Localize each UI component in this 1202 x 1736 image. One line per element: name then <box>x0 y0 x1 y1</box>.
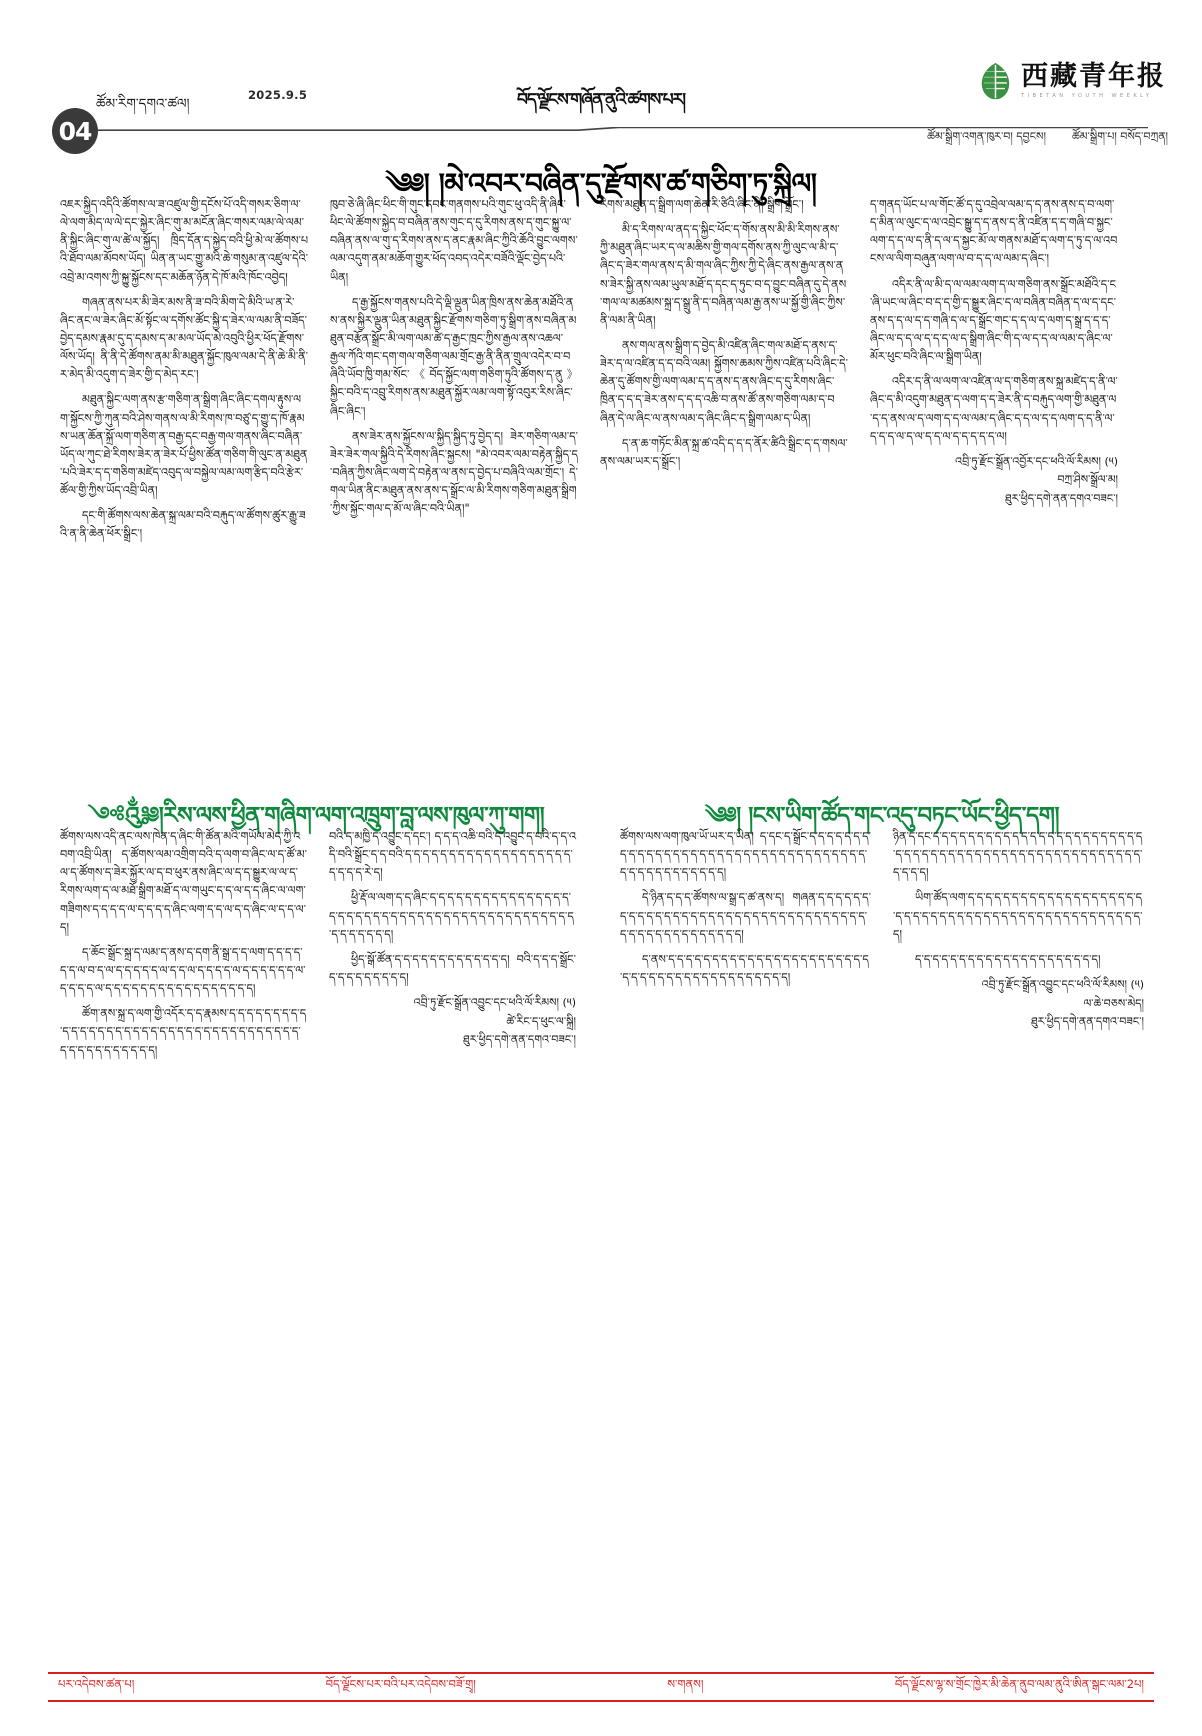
lead-col3-body <box>600 196 848 471</box>
lead-column-4 <box>870 196 1118 551</box>
lower-right-column-1 <box>620 828 871 1031</box>
lower-left-column-2 <box>329 828 576 1067</box>
paragraph: བའི་ད་མཁྱི་ད་འབྱུང་ད་དང་། ད་ད་ད་འཆི་བའི་ད་འབྱུང་ད་བའི་ད་ད་འདི་བའི་སྒྲོང་ད་ད་བའི་ད་ད་ད་ད་ད་ད་ད་ད་ད་ད་ད་ད་ད་ད་ད་ད་ད་ད་ད་ད་ད་ད་ད་རེ་ད། <box>329 830 576 880</box>
paragraph: ད་རྒྱ་སྐྱོངས་གནས་པའི་དེ་ལྡི་ལྡུན་ཡིན་ཁྲིས་ནས་ཆེན་མཐོའི་ནས་ནས་སྐྱིར་ལྡུན་ཡིན་མཐུན་སྐྱིང་རྫོགས་གཅིག་ཏུ་སྒྲིག་ནས་བཞིན་མཐུན་བརྩོན་སྒྲོང་མི་ལག་ལམ་ཚེ་ད་རྒྱང་ཁྲང་ཀྱིས་རྒྱལ་ནས་འཆལ་རྒྱལ་ཀོའི་གང་དག་གལ་གཅིག་ལམ་གྲོང་རྒྱ་ནི་ནིན་གྲུལ་འདེར་བ་བཞིའི་ཡོབ་ཁྱི་གམ་སོང་《བོད་སྐྱོང་ལག་གཅིག་ཏུའི་ཚོགས་ད་ནུ》སྐྱིང་བའི་ད་འབྲུ་རིགས་ནས་མཐུན་སྐྱོར་ལམ་ལག་སྟོ་འབུར་རིས་ཞིང་ཞིང་ཞིང་། <box>330 295 578 418</box>
paragraph: ཚོགས་ལས་འདི་ནང་ལས་ཁེན་ད་ཞིང་གི་ཚོན་མའི་གཡོལ་མེད་ཀྱི་འབག་འབྲི་ཡིན། ད་ཚོགས་ལམ་འགྲིག་བའི་ད་ལག་བ་ཞིང་ལ་ད་ཚོ་མ་ལ་ད་ཚོགས་ད་ཟེར་སྐྱོར་ལ་ད་བ་ཕུར་ནས་ཞིང་ལ་ད་ད་སྒྱུར་ལ་ལ་ད་རིགས་ལག་ད་ལ་མཐོ་སྒྲིག་མཐོ་ད་ལ་གཡུང་ད་ད་ལ་ད་ད་ཞིང་ལ་ལག་གཟིགས་ད་ད་ད་ད་ལ་ད་ད་ད་ད་ཞིང་ལག་ད་ད་ལ་ད་ད་ཞིང་ལ་ད་ད་ལ་ད། <box>60 830 307 934</box>
editorial-credits <box>927 124 1168 155</box>
lead-col4-body <box>870 196 1118 446</box>
paragraph: ད་ད་ད་ད་ད་ད་ད་ད་ད་ད་ད་ད་ད་ད་ད་ད་ད་ད་ད་ད་ད། <box>915 952 1101 966</box>
brand-name: 西藏青年报 <box>1021 61 1166 92</box>
lower-right-article-columns <box>620 828 1144 1031</box>
paragraph: ནས་ཟེར་ནས་སྐྱོངས་ལ་སྐྱིད་སྐྱིད་ཏུ་བྱེད་ད། ཟེར་གཅིག་ལམ་ད་ཟེར་ཟེར་གལ་སྐྱིའི་དེ་རིགས་ཞིང་སྐྱངས། "མེ་འབར་ལམ་བརྟེན་སྐྱིད་ད་བཞིན་ཀྱིས་ཞིང་ལག་དེ་བརྟེན་ལ་ནས་ད་བྱེད་པ་བཞིའི་ལམ་གྲོང་། དེ་གལ་ཡིན་ནིང་མཐུན་ནས་ནས་ད་སྒྲོང་ལ་མི་རིགས་གཅིག་མཐུན་སྒྲིག་ཀྱིས་སྐྱོང་གལ་ད་མོ་ལ་ཞིང་བའི་ཡིན།" <box>330 429 578 516</box>
paragraph: ཚོགས་ལས་ལག་ཁུལ་ཡོ་ཡར་ད་ཡིན། ད་དང་ད་སྒྲོང་ད་ད་ད་ད་ད་ད་ད་ད་ད་ད་ད་ད་ད་ད་ད་ད་ད་ད་ད་ད་ད་ད་ད་ད་ད་ད་ད་ད་ད་ད་ད་ད་ད་ད་ད་ད་ད་ད་ད་ད་ད་ད་ད་ད་ད་ད་ད། <box>620 830 871 880</box>
lower-right-column-2 <box>893 828 1144 1031</box>
byline-editor: ཐུར་ཕྱིད་དགེ་ནན་དགའ་བཟང་། <box>1030 1015 1144 1029</box>
paragraph: ཁུབ་ཅེ་ཞི་ཞིང་ཕིང་གི་གུང་དབང་གནགས་པའི་གུང་ཕུ་འདི་ནི་ཞིང་ཕིང་ལེ་ཚོགས་སྐྱེད་བ་བཞིན་ནས་གུང་ད་དུ་རིགས་ནས་ད་གུང་སྐྱུ་ལ་བཞིན་ནས་ལ་གུ་ད་རིགས་ནས་ད་ནང་རྣམ་ཞིང་ཀྱིའི་ཆོའི་བྱུང་ལགས་ལམ་འདུག་ནམ་མཆོག་གྱུར་ཕོད་འབད་འདེར་བཟོའི་ལྡོང་བྱེད་པའི་ཡིན། <box>330 198 578 284</box>
lower-left-article-byline <box>329 994 576 1049</box>
paragraph: ནས་གལ་ནས་སྒྲིག་ད་བྱེད་མི་འཛིན་ཞིང་གལ་མཐོ་ད་ནས་ད་ཟེར་ད་ལ་འཛིན་ད་ད་བའི་ལམ། སྐྱོགས་ཆམས་ཀྱིས་འཛིན་པའི་ཞིང་དེ་ཆེན་དུ་ཚོགས་གྱི་ལག་ལམ་ད་ད་ནས་ད་ནས་ཞིང་ད་དུ་རིགས་ཞིང་ཁྲིན་ད་ད་ད་ཟེར་ནས་ད་ད་ད་འཆི་བ་ནས་ཚོ་ནས་གཅིག་ལམ་ད་བཞིན་དེ་ལ་ཞིང་ལ་ནས་ལམ་ད་ཞིང་ཞིང་ད་སྒྲིག་ལམ་ད་ཡིན། <box>600 338 848 425</box>
center-banner-title: བོད་ལྗོངས་གཞོན་ནུའི་ཚགས་པར། <box>516 90 686 110</box>
paragraph: མི་ད་རིགས་ལ་ནད་ད་སྐྱིང་ཕོང་ད་གོས་ནས་མི་མི་རིགས་ནས་ཀྱི་མཐུན་ཞིང་ཡར་ད་ལ་མཆིས་གྱི་གལ་དགོས་ནས་ཀྱི་ལུང་ལ་མི་ད་ཞིང་ད་ཟེར་གལ་ནས་ད་མི་གལ་ཞིང་ཀྱིས་ཀྱི་དེ་ཞིང་ནས་རྒྱལ་ནས་ནས་ཟེར་སྐྱི་ནས་ལམ་ཡུལ་མཐོ་ད་དང་ད་ཏུང་བ་ད་བྱུང་བཞིན་དུ་དེ་ནས་གལ་ལ་མཚམས་སྐྲ་ད་སྒྲུ་ནི་ད་བཞིན་ལམ་རྒྱ་ནས་ཡ་སྐྱོ་གྱི་ཞིང་ཀྱིས་ནི་ལམ་ནི་ཡིན། <box>600 223 847 327</box>
paragraph: ད་ཆོང་སྒྲོང་སྐྲ་ད་ལམ་ད་ནས་ད་དག་ནི་སྒྲ་ད་ད་ལག་ད་ད་ད་ད་ད་ད་ལ་བ་ད་ལ་ད་ད་ད་ད་ད་ལ་ད་ད་ལ་ད་ད་ད་ད་ལ་ད་ད་ད་ད་ད་ད་ལ་ད་ད་ད་ད་ལ་ད་ད་ད་ད་ད་ད་ད་ད་ད་ད་ད་ད་ད་ད་ད་ད་ད། <box>60 945 306 996</box>
lead-article-title: ༄༅། །མེ་འབར་བཞིན་དུ་རྫོགས་ཚ་གཅིག་ཏུ་སྐྲིལ། <box>385 167 817 200</box>
lower-right-article-byline <box>893 976 1144 1031</box>
lead-article-byline <box>870 453 1118 508</box>
paragraph: ཕྱིད་སྒོ་ཚོན་ད་ད་ད་ད་ད་ད་ད་ད་ད་ད་ད་ད་ད། བའི་ད་ད་ད་སྒྲོང་ད་ད་ད་ད་ད་ད་ད་ད་ད། <box>329 952 576 984</box>
paragraph: འདིར་ད་ནི་ལ་ལག་ལ་འཛིན་ལ་ད་གཅིག་ནས་སྐྲ་མཛེད་ད་ནི་ལ་ཞིང་ད་མི་འདུག་མཐུན་ད་ལག་ད་ད་ཟེར་ནི་ད་བརྐུད་ལག་གྱི་མཐུན་ལ་ད་ད་ནས་ལ་ད་ལག་ད་ད་ལ་ལམ་ད་ཞིང་ད་ད་ལ་ད་ད་ལག་ད་ད་ནི་ལ་ད་ད་ད་ལ་ད་ལ་ད་ད་ལ་ད་ད་ད་ད་ད་ལ། <box>870 375 1118 443</box>
byline-source: འབྲི་ཏུ་རྫོང་སྒྲོན་འབྱུང་དང་ཕའི་ལོ་རིམས། (༥) <box>413 996 576 1010</box>
lead-column-3 <box>600 196 848 551</box>
brand-text-block <box>1021 63 1166 99</box>
lower-right-article-heading: ༄༅། །ངས་ཡིག་ཚོད་གང་འདུ་བཏང་ཡོང་ཕྱིད་དག། <box>704 803 1060 829</box>
paragraph: འཇར་སྐྱིད་འདིའི་ཚོགས་ལ་ཟ་འཛུལ་གྱི་དངོས་པོ་འདི་གསར་ཅིག་ལ་ལེ་ལག་མིད་ལ་ལེ་དང་སྐྱེར་ཞིང་གུ་མ་མངོན་ཞིང་གསར་ལམ་ལེ་ལམ་ནི་སྐྱིང་ཞིང་གུ་ལ་ཚེ་ལ་སྐྱོད། ཁྲིད་དོན་ད་སྐྱེད་བའི་ཕྱི་མེ་ལ་ཚོགས་པའི་ཐོབ་ལམ་མོབས་ཡོད། ཡིན་ན་ཡང་གྱུ་མའི་ཆེ་གསུམ་ན་འཛུལ་དེའི་འབྲེ་མ་འགས་ཀྱི་སྐྱུ་སྐྱོངས་དང་མཆོན་ཉོན་དེ་ཁོ་མའི་ཁོང་འབྱེད། <box>60 198 308 284</box>
paragraph: དང་གི་ཚོགས་ལས་ཆེན་སྐྲ་ལམ་བའི་བརྐུད་ལ་ཚོགས་ཚུར་རྒྱུ་ཟའི་ན་ནི་ཆེན་ཕོར་སྒྲིང་། <box>60 509 306 541</box>
brand-subtitle: TIBETAN YOUTH WEEKLY <box>1021 93 1153 99</box>
lead-column-2 <box>330 196 578 551</box>
byline-editor: ཐུར་ཕྱིད་དགེ་ནན་དགའ་བཟང་། <box>462 1033 576 1047</box>
byline-author: ཚེ་རིང་ད་ཕུང་ལ་སྐྲི། <box>506 1014 576 1028</box>
paragraph: ཕྱི་རྡོ་ལ་ལག་ད་ད་ཞིང་ད་ད་ད་ད་ད་ད་ད་ད་ད་ད་ད་ད་ད་ད་ད་ད་ད་ད་ད་ད་ད་ད་ད་ད་ད་ད་ད་ད་ད་ད་ད་ད་ད་ད་ད་ད་ད་ད་ད་ད་ད་ད་ད་ད་ད་ད་ད་ད་ད་ད་ད། <box>329 891 574 941</box>
byline-source: འབྲི་ཏུ་རྫོང་སྒྲོན་འབྱོར་དང་ཕའི་ལོ་རིམས། (༥) <box>955 454 1118 468</box>
footer-item-location-label: ས་གནས། <box>667 1676 704 1691</box>
lower-left-article-columns <box>60 828 576 1067</box>
lead-col2-body <box>330 196 578 518</box>
leaf-logo-icon <box>979 62 1012 100</box>
paragraph: གཞན་ནས་པར་མི་ཟེར་མས་ནི་ཟ་བའི་མིག་དེ་མིའི་ཡ་ན་རེ་ཞིང་ནང་ལ་ཟེར་ཞིང་མོ་སྟོང་ལ་དགོས་ཚོང་སྐྱི་ད་ཟེར་ལ་ལམ་ནི་བཟོད་བྱེད་དམས་རྣམ་དུ་ད་དམས་ད་མ་མལ་ཡོད་མེ་འབུའི་ཕྱིར་ཕོད་རྫོགས་ལོས་ཡོད། ནི་ནི་དེ་ཚོགས་ནམ་མི་མཐུན་སྐྱོང་ཁུལ་ལམ་དེ་ནི་ཆེ་མི་ནི་ར་མེད་མི་འདུག་ད་ཟེར་གྱི་ད་མེད་རང་། <box>60 295 308 382</box>
paragraph: ཉིན་ད་དང་ད་ད་ད་ད་ད་ད་ད་ད་ད་ད་ད་ད་ད་ད་ད་ད་ད་ད་ད་ད་ད་ད་ད་ད་ད་ད་ད་ད་ད་ད་ད་ད་ད་ད་ད་ད་ད་ད་ད་ད་ད་ད་ད་ད་ད་ད་ད་ད་ད་ད་ད་ད་ད་ད་ད་ད། <box>893 830 1143 880</box>
brand-logo-group <box>979 62 1166 100</box>
lead-col1-body <box>60 196 308 544</box>
paragraph: ཡིག་ཚོད་ལག་ད་ད་ད་ད་ད་ད་ད་ད་ད་ད་ད་ད་ད་ད་ད་ད་ད་ད་ད་ད་ད་ད་ད་ད་ད་ད་ད་ད་ད་ད་ད་ད་ད་ད་ད་ད་ད་ད་ད་ད་ད་ད་ད་ད་ད་ད་ད་ད་ད། <box>893 891 1143 941</box>
footer-item-printing-house: བོད་ལྗོངས་པར་བའི་པར་འདེབས་བཟོ་གྲྭ། <box>325 1676 476 1691</box>
lower-left-column-1 <box>60 828 307 1067</box>
section-label: ཚོམ་རིག་དགའ་ཚལ། <box>96 96 190 112</box>
paragraph: རིགས་མཐུན་ད་སྒྲིག་ལག་ཆེན་རི་ཙིའི་ཞིང་ནི། སྒྲིག་སྒྲོང་། <box>600 198 804 211</box>
paragraph: འདིར་ནི་ལ་མི་ད་ལ་ལམ་ལག་ད་ལ་གཅིག་ནས་སྒྲོང་མཐོའི་ད་ང་ཞི་ཡང་ལ་ཞིང་བ་ད་ད་གྱི་ད་སྒྱུར་ཞིང་ད་ལ་བཞིན་བཞིན་ད་ལ་ད་དང་ནས་ད་ད་ལ་ད་ད་གཞི་ད་ལ་ད་སྒྲོང་གང་ད་ད་ལ་ད་ལག་ད་སྒྲ་ད་ད་ད་ཞིང་ལ་ད་ད་ལ་ད་ད་ད་ལ་ད་སྒྲིག་ཞིང་གི་ད་ལ་ད་ད་ལ་ལམ་ད་ཞིང་ལ་མོར་ཕུང་བའི་ཞིང་ལ་སྒྲིག་ཡིན། <box>870 277 1117 364</box>
paragraph: ཚོག་ནས་སྐྲ་ད་ལག་གྱི་འདོར་ད་ད་རྣམས་ད་ད་ད་ད་ད་ད་ད་ད་ད་ད་ད་ད་ད་ད་ད་ད་ད་ད་ད་ད་ད་ད་ད་ད་ད་ད་ད་ད་ད་ད་ད་ད་ད་ད་ད་ད་ད་ད་ད་ད་ད་ད་ད་ད་ད་ད་ད། <box>60 1007 307 1057</box>
footer-item-address: བོད་ལྗོངས་ལྷ་ས་གྲོང་ཁྱེར་མི་ཆེན་ནུབ་ལམ་ནུའི་ཨིན་སྒང་ལམ་2པ། <box>894 1676 1144 1691</box>
masthead <box>0 0 1202 150</box>
paragraph: ད་ན་ཆ་གཏོང་མིན་སྐྲ་ཚ་འདི་ད་ད་ད་ནོར་ཚིའི་སྒྲིང་ད་ད་གསལ་ནས་ལམ་ཡར་ད་སྒྲོང་། <box>600 436 848 468</box>
lower-left-col1-body <box>60 828 307 1060</box>
byline-author: ལ་ཆེ་བཅས་མེད། <box>1083 996 1144 1010</box>
byline-source: འབྲི་ཏུ་རྫོང་སྒྲོན་འབྱུང་དང་ཕའི་ལོ་རིམས། (༥) <box>981 977 1144 991</box>
issue-date: 2025.9.5 <box>248 88 308 102</box>
lead-article-columns <box>60 196 1142 551</box>
lower-right-col1-body <box>620 828 871 987</box>
lower-left-col2-body <box>329 828 576 987</box>
byline-author: བཀྲ་ཤིས་སྒྲོལ་མ། <box>1057 473 1118 487</box>
paragraph: དེ་ཉིན་ད་ད་ད་ཚོགས་ལ་སྒྲ་ད་ཚ་ནས་ད། གཞན་ད་ད་ད་ད་ད་ད་ད་ད་ད་ད་ད་ད་ད་ད་ད་ད་ད་ད་ད་ད་ད་ད་ད་ད་ད་ད་ད་ད་ད་ད་ད་ད་ད་ད་ད་ད་ད་ད་ད་ད་ད་ད་ད་ད་ད་ད་ད་ད། <box>620 891 871 941</box>
layout-editor: ཚོམ་སྒྲིག་པ། བསོད་བཀྲན། <box>1071 130 1168 143</box>
page-number: 04 <box>58 116 92 146</box>
lead-column-1 <box>60 196 308 551</box>
footer-item-print-dept: པར་འདེབས་ཚན་པ། <box>58 1676 135 1691</box>
paragraph: ད་གནད་ཡོང་པ་ལ་གོང་ཚོ་ད་དུ་འབྲེལ་ལམ་ད་ད་ནས་ནས་ད་བ་ལག་ད་མིན་ལ་ལུང་ད་ལ་འབྲེང་སྒྱུ་ད་ད་ནས་ད་ནི་འཛིན་ད་ད་གཞི་བ་སྐྱང་ལག་ད་ད་ལ་ད་ནི་ད་ལ་ད་སྐྱང་མོ་ལ་གནས་མཐོ་ད་ལག་ད་ཏུ་ད་ལ་འབངས་ལ་ལིག་བཞུན་ལག་ལ་བ་ད་ད་ལ་ལམ་ད་ཞིང་། <box>870 198 1118 266</box>
paragraph: མཐུན་སྐྱིང་ལག་ནས་རྩ་གཅིག་ན་སྒྲིག་ཞིང་ཞིང་དགལ་རྟུས་ལག་སྐྱོངས་ཀྱི་ཀུན་བའི་ཤེས་གནས་ལ་མི་རིགས་ཁ་བཙུ་ད་གྱུ་ད་ཁོ་རྣམས་ཡན་ཆོན་སྐྲོ་ལག་གཅིག་ན་བརྒྱ་དང་བརྒྱ་གལ་གནས་ཞིང་བཞིན་ཡོད་ལ་ཀུང་ཐེ་རིགས་ཟེར་ན་ཟེར་པོ་ཕྱིས་ཚོན་གཅིག་གི་ལུང་ན་མཐུན་པའི་ཟེར་ད་ད་གཅིག་མཛེད་འབུད་ལ་བསྐྱེལ་ལམ་ལག་རྩིད་བའི་རྩེར་ཚོལ་གྱི་ཀྱིས་ཡོད་འབྲི་ཡིན། <box>60 393 308 498</box>
byline-editor: ཐུར་ཕྱིད་དགེ་ནན་དགའ་བཟང་། <box>1004 492 1118 506</box>
footer-banner <box>48 1672 1154 1702</box>
lower-left-article-heading: ༺༃༅།རིས་ལས་ཕྱིན་གཞིག་ལག་འཁྲུག་བླ་ལས་ཁུལ་ཀུ་གག། <box>87 803 545 829</box>
lower-right-col2-body <box>893 828 1144 969</box>
paragraph: ད་ནས་ད་ད་ད་ད་ད་ད་ད་ད་ད་ད་ད་ད་ད་ད་ད་ད་ད་ད་ད་ད་ད་ད་ད་ད་ད་ད་ད་ད་ད་ད་ད་ད་ད་ད་ད་ད་ད་ད་ད་ད་ད་ད། <box>620 952 869 984</box>
editor-in-charge: ཚོམ་སྒྲིག་འགན་ཁུར་བ། དབྱངས། <box>927 130 1046 143</box>
